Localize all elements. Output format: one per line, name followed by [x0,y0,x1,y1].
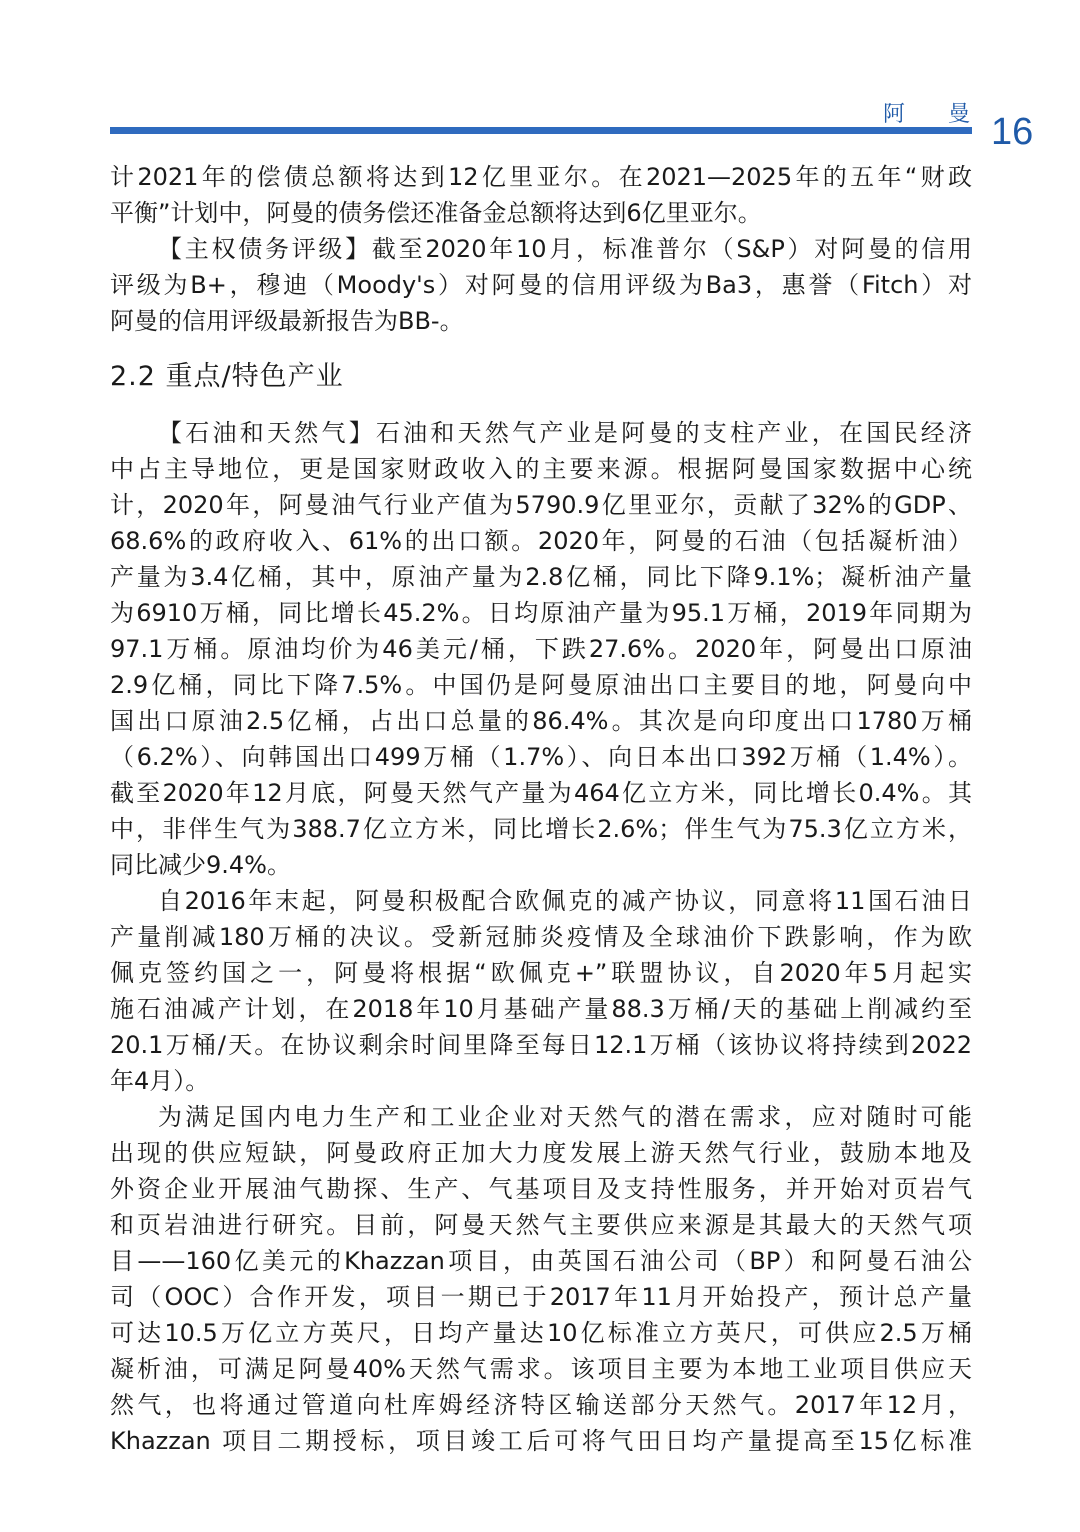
text-line: 68.6%的政府收入、61%的出口额。2020年，阿曼的石油（包括凝析油） [110,527,972,555]
text-line: 同比减少9.4%。 [110,851,291,879]
intro-paragraph [110,159,972,231]
text-line: 和页岩油进行研究。目前，阿曼天然气主要供应来源是其最大的天然气项 [110,1211,972,1239]
text-line: 中，非伴生气为388.7亿立方米，同比增长2.6%；伴生气为75.3亿立方米， [110,815,972,843]
text-line: 年4月）。 [110,1067,210,1095]
text-line: 中占主导地位，更是国家财政收入的主要来源。根据阿曼国家数据中心统 [110,455,972,483]
text-line: 2.9亿桶，同比下降7.5%。中国仍是阿曼原油出口主要目的地，阿曼向中 [110,671,972,699]
running-head-country: 阿 曼 [883,102,988,127]
text-line: 20.1万桶/天。在协议剩余时间里降至每日12.1万桶（该协议将持续到2022 [110,1031,972,1059]
text-line: 产量为3.4亿桶，其中，原油产量为2.8亿桶，同比下降9.1%；凝析油产量 [110,563,972,591]
text-line: 可达10.5万亿立方英尺，日均产量达10亿标准立方英尺，可供应2.5万桶 [110,1319,972,1347]
opec-paragraph [110,883,972,1099]
text-line: 然气，也将通过管道向杜库姆经济特区输送部分天然气。2017年12月， [110,1391,972,1419]
page-number: 16 [991,111,1034,153]
text-line: 凝析油，可满足阿曼40%天然气需求。该项目主要为本地工业项目供应天 [110,1355,972,1383]
text-line: 目——160亿美元的Khazzan项目，由英国石油公司（BP）和阿曼石油公 [110,1247,972,1275]
page-body [110,159,972,1459]
text-line: 为满足国内电力生产和工业企业对天然气的潜在需求，应对随时可能 [158,1103,972,1131]
text-line: （6.2%）、向韩国出口499万桶（1.7%）、向日本出口392万桶（1.4%）。 [110,743,972,771]
text-line: 阿曼的信用评级最新报告为BB-。 [110,307,464,335]
text-line: 佩克签约国之一，阿曼将根据“欧佩克+”联盟协议，自2020年5月起实 [110,959,972,987]
section-heading: 2.2 重点/特色产业 [110,361,344,392]
text-line: 评级为B+，穆迪（Moody's）对阿曼的信用评级为Ba3，惠誉（Fitch）对 [110,271,972,299]
text-line: 司（OOC）合作开发，项目一期已于2017年11月开始投产，预计总产量 [110,1283,972,1311]
text-line: 计2021年的偿债总额将达到12亿里亚尔。在2021—2025年的五年“财政 [110,163,972,191]
text-line: 计，2020年，阿曼油气行业产值为5790.9亿里亚尔，贡献了32%的GDP、 [110,491,972,519]
text-line: 97.1万桶。原油均价为46美元/桶，下跌27.6%。2020年，阿曼出口原油 [110,635,972,663]
text-line: 截至2020年12月底，阿曼天然气产量为464亿立方米，同比增长0.4%。其 [110,779,972,807]
text-line: 【石油和天然气】石油和天然气产业是阿曼的支柱产业，在国民经济 [158,419,972,447]
header-rule [110,127,972,134]
text-line: 【主权债务评级】截至2020年10月，标准普尔（S&P）对阿曼的信用 [158,235,972,263]
natural-gas-paragraph [110,1099,972,1459]
text-line: 为6910万桶，同比增长45.2%。日均原油产量为95.1万桶，2019年同期为 [110,599,972,627]
text-line: 自2016年末起，阿曼积极配合欧佩克的减产协议，同意将11国石油日 [158,887,972,915]
oil-gas-paragraph [110,415,972,883]
text-line: 国出口原油2.5亿桶，占出口总量的86.4%。其次是向印度出口1780万桶 [110,707,972,735]
text-line: 平衡”计划中，阿曼的债务偿还准备金总额将达到6亿里亚尔。 [110,199,762,227]
text-line: 外资企业开展油气勘探、生产、气基项目及支持性服务，并开始对页岩气 [110,1175,972,1203]
text-line: Khazzan 项目二期授标，项目竣工后可将气田日均产量提高至15亿标准 [110,1427,972,1455]
text-line: 产量削减180万桶的决议。受新冠肺炎疫情及全球油价下跌影响，作为欧 [110,923,972,951]
text-line: 施石油减产计划，在2018年10月基础产量88.3万桶/天的基础上削减约至 [110,995,972,1023]
rating-paragraph [110,231,972,339]
text-line: 出现的供应短缺，阿曼政府正加大力度发展上游天然气行业，鼓励本地及 [110,1139,972,1167]
